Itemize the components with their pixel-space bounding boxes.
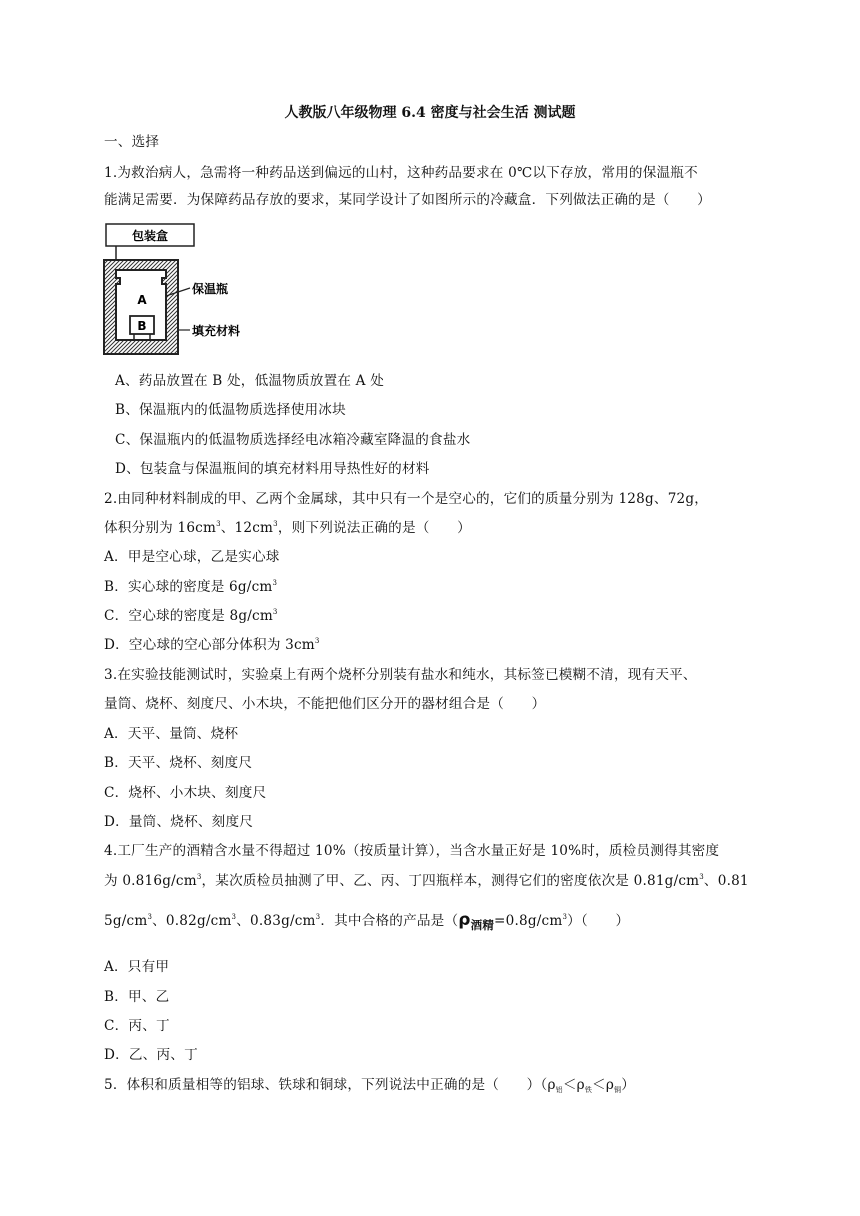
- q1-option-a: A、药品放置在 B 处，低温物质放置在 A 处: [115, 373, 385, 389]
- q3-option-d: D．量筒、烧杯、刻度尺: [104, 814, 254, 830]
- q5-stem: 5．体积和质量相等的铝球、铁球和铜球，下列说法中正确的是（ ）$(\rho_铝<\rho_铁<\rho_铜)$: [104, 1077, 636, 1094]
- q2-option-b: B．实心球的密度是 $6g/cm^3$: [104, 579, 278, 595]
- bottle-label: 保温瓶: [192, 282, 229, 296]
- q4-option-c: C．丙、丁: [104, 1018, 170, 1034]
- region-a-label: A: [137, 293, 147, 307]
- q4-option-a: A．只有甲: [104, 959, 170, 975]
- q4-stem-line2: 为 $0.816g/cm^3$，某次质检员抽测了甲、乙、丙、丁四瓶样本，测得它们的密度依次是 $0.81g/cm^3$、0.81: [104, 873, 749, 889]
- q4-option-b: B．甲、乙: [104, 989, 170, 1005]
- q1-option-c: C、保温瓶内的低温物质选择经电冰箱冷藏室降温的食盐水: [115, 432, 471, 448]
- box-label: 包装盒: [131, 229, 169, 243]
- q3-option-b: B．天平、烧杯、刻度尺: [104, 755, 253, 771]
- page-title: 人教版八年级物理 6.4 密度与社会生活 测试题: [284, 105, 576, 121]
- q4-option-d: D．乙、丙、丁: [104, 1047, 198, 1063]
- q1-stem-line1: 1.为救治病人，急需将一种药品送到偏远的山村，这种药品要求在 0℃以下存放，常用的保温瓶不: [104, 165, 698, 181]
- q4-stem-line3: $5g/cm^3$、$0.82g/cm^3$、$0.83g/cm^3$．其中合格的产品是$(\rho_{酒精}=0.8g/cm^3)$（ ）: [104, 910, 630, 932]
- q3-stem-line2: 量筒、烧杯、刻度尺、小木块，不能把他们区分开的器材组合是（ ）: [104, 696, 546, 712]
- q3-option-c: C．烧杯、小木块、刻度尺: [104, 785, 267, 801]
- q1-stem-line2: 能满足需要．为保障药品存放的要求，某同学设计了如图所示的冷藏盒．下列做法正确的是（ ）: [104, 192, 711, 208]
- q3-stem-line1: 3.在实验技能测试时，实验桌上有两个烧杯分别装有盐水和纯水，其标签已模糊不清，现有天平、: [104, 667, 697, 683]
- q2-option-d: D．空心球的空心部分体积为 $3cm^3$: [104, 637, 320, 653]
- rho-subscript: 酒精: [470, 918, 495, 932]
- q2-stem-line2: 体积分别为 $16cm^3$、$12cm^3$，则下列说法正确的是（ ）: [104, 520, 471, 536]
- rho-symbol: ρ: [458, 910, 471, 930]
- q2-stem-line1: 2.由同种材料制成的甲、乙两个金属球，其中只有一个是空心的，它们的质量分别为 128g、72g，: [104, 491, 709, 507]
- region-b-label: B: [137, 319, 147, 333]
- q1-option-b: B、保温瓶内的低温物质选择使用冰块: [115, 402, 346, 418]
- filling-label: 填充材料: [192, 324, 241, 338]
- section-heading: 一、选择: [104, 134, 160, 150]
- q2-option-a: A．甲是空心球，乙是实心球: [104, 549, 280, 565]
- q3-option-a: A．天平、量筒、烧杯: [104, 726, 239, 742]
- q4-stem-line1: 4.工厂生产的酒精含水量不得超过 10%（按质量计算），当含水量正好是 10%时，质检员测得其密度: [104, 843, 720, 859]
- q1-option-d: D、包装盒与保温瓶间的填充材料用导热性好的材料: [115, 461, 430, 477]
- q2-option-c: C．空心球的密度是 $8g/cm^3$: [104, 608, 278, 624]
- cooler-box-figure: [102, 222, 262, 356]
